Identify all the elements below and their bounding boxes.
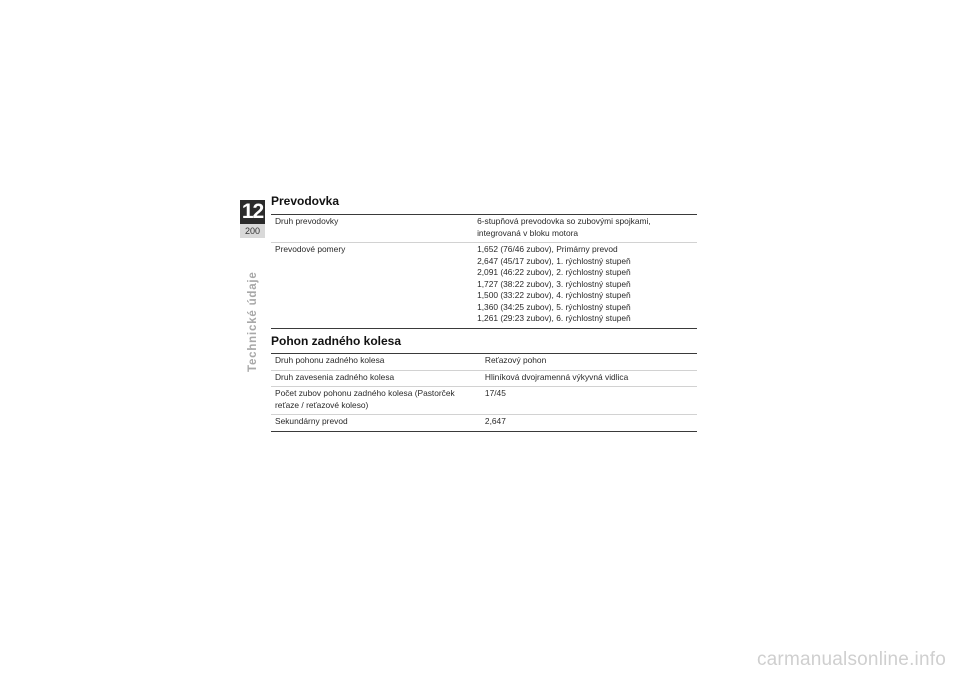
spec-value-line: Reťazový pohon [484, 355, 547, 365]
spec-value-line: 1,500 (33:22 zubov), 4. rýchlostný stupeň [477, 290, 631, 300]
spec-value-line: Hliníková dvojramenná výkyvná vidlica [484, 371, 629, 382]
spec-label-line: Druh zavesenia zadného kolesa [275, 371, 395, 382]
site-watermark: carmanualsonline.info [756, 649, 946, 670]
spec-label-cell [271, 370, 481, 387]
spec-value-line: integrovaná v bloku motora [477, 227, 579, 238]
spec-value-line: 2,647 [484, 416, 506, 426]
spec-value-cell [473, 215, 697, 243]
rear-drive-spec-table [271, 353, 697, 432]
section-title-rear-drive: Pohon zadného kolesa [271, 334, 402, 348]
page-number: 200 [240, 224, 265, 238]
spec-label-line: Druh prevodovky [275, 216, 339, 226]
spec-value-cell [473, 243, 697, 329]
spec-value-line: 1,360 (34:25 zubov), 5. rýchlostný stupeň [477, 301, 631, 312]
spec-value-cell [481, 415, 697, 432]
spec-label-line: Sekundárny prevod [275, 416, 348, 426]
spec-label-line: Druh pohonu zadného kolesa [275, 355, 385, 365]
section-title-transmission: Prevodovka [271, 194, 340, 208]
table-row [271, 387, 697, 415]
spec-value-cell [481, 370, 697, 387]
spec-value-line: 1,261 (29:23 zubov), 6. rýchlostný stupeň [477, 313, 631, 323]
table-row [271, 415, 697, 432]
spec-value-cell [481, 354, 697, 371]
spec-label-cell [271, 354, 481, 371]
spec-value-line: 2,091 (46:22 zubov), 2. rýchlostný stupeň [477, 267, 631, 277]
spec-label-line: reťaze / reťazové koleso) [275, 399, 369, 410]
table-row [271, 370, 697, 387]
spec-value-line: 17/45 [484, 388, 506, 398]
chapter-side-title: Technické údaje [247, 271, 259, 372]
spec-value-line: 1,652 (76/46 zubov), Primárny prevod [477, 244, 618, 254]
spec-label-line: Prevodové pomery [275, 244, 346, 254]
spec-label-cell [271, 215, 473, 243]
spec-value-line: 2,647 (45/17 zubov), 1. rýchlostný stupeň [477, 255, 631, 266]
spec-value-line: 1,727 (38:22 zubov), 3. rýchlostný stupeň [477, 278, 631, 289]
transmission-spec-table [271, 214, 697, 329]
spec-label-cell [271, 243, 473, 329]
spec-label-cell [271, 415, 481, 432]
table-row [271, 243, 697, 329]
spec-value-line: 6-stupňová prevodovka so zubovými spojkami, [477, 216, 651, 226]
chapter-number-badge: 12 [241, 200, 264, 223]
table-row [271, 354, 697, 371]
table-row [271, 215, 697, 243]
spec-value-cell [481, 387, 697, 415]
spec-label-line: Počet zubov pohonu zadného kolesa (Pastorček [275, 388, 455, 398]
spec-label-cell [271, 387, 481, 415]
